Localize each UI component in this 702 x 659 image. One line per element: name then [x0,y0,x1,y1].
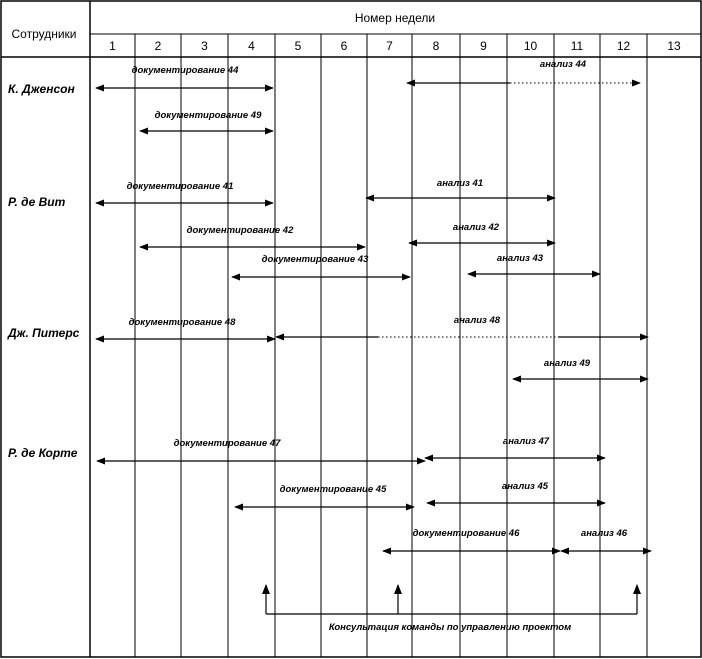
week-number: 2 [154,39,162,53]
weeks-header: Номер недели [354,11,436,25]
task-label: анализ 47 [502,436,550,447]
week-number: 7 [386,39,393,53]
employee-name: Дж. Питерс [8,326,80,340]
week-number: 8 [432,39,440,53]
task-label: анализ 48 [453,315,501,326]
task-label: анализ 49 [543,358,591,369]
week-number: 1 [109,39,116,53]
week-number: 11 [570,39,584,53]
week-number: 12 [616,39,631,53]
consultation-label: Консультация команды по управлению проектом [328,622,572,633]
task-label: документирование 43 [261,254,369,265]
task-label: документирование 44 [131,65,239,76]
table-frame [1,1,701,657]
week-number: 4 [248,39,255,53]
week-number: 13 [667,39,681,53]
task-label: анализ 46 [580,528,628,539]
task-label: документирование 49 [154,110,262,121]
employees-header: Сотрудники [11,27,77,41]
task-label: документирование 48 [128,317,236,328]
week-grid [135,34,647,657]
employee-name: К. Джeнсон [8,82,75,96]
task-label: документирование 45 [279,484,387,495]
week-number: 6 [340,39,348,53]
task-label: документирование 42 [186,225,294,236]
task-label: анализ 45 [501,481,549,492]
task-label: документирование 41 [126,181,234,192]
week-number: 3 [201,39,208,53]
task-label: документирование 47 [173,438,281,449]
week-number: 10 [523,39,538,53]
consultation-markers [266,585,637,614]
task-label: анализ 44 [539,59,587,70]
task-label: анализ 43 [496,253,544,264]
task-label: анализ 42 [452,222,500,233]
task-label: документирование 46 [412,528,520,539]
week-number: 5 [294,39,302,53]
task-label: анализ 41 [436,178,484,189]
employee-list [7,82,80,460]
week-number: 9 [480,39,487,53]
week-number-row [109,39,681,53]
employee-name: Р. де Вит [8,195,66,209]
employee-name: Р. де Корте [8,446,78,460]
